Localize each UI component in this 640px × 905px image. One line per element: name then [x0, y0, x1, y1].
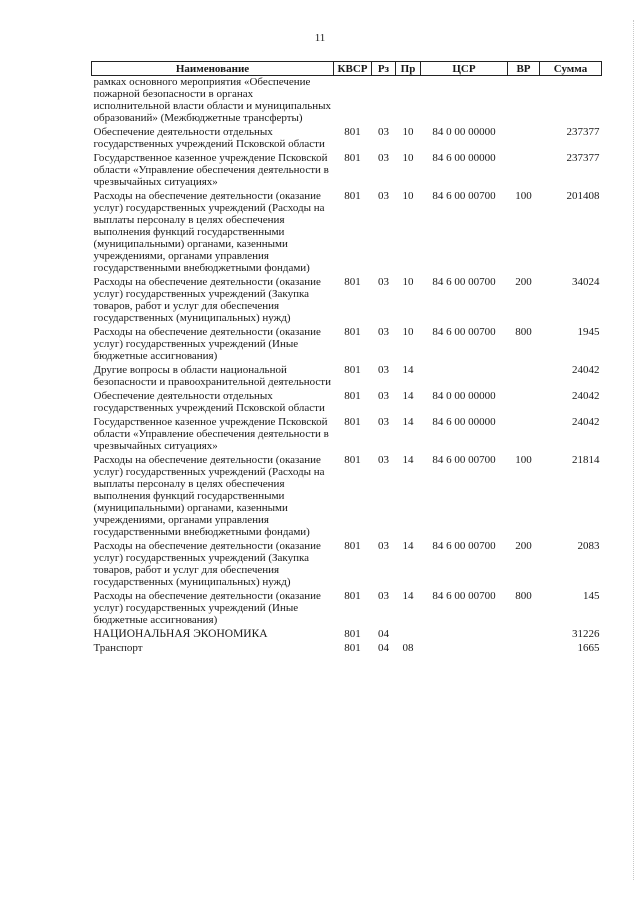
cell-kvsr — [334, 76, 372, 127]
cell-vr: 100 — [515, 190, 532, 202]
cell-vr: 800 — [515, 590, 532, 602]
table-row — [92, 540, 602, 590]
cell-csr: 84 6 00 00700 — [432, 276, 496, 288]
table-row — [92, 628, 602, 642]
cell-csr: 84 0 00 00000 — [432, 126, 496, 138]
cell-name: Обеспечение деятельности отдельных государственных учреждений Псковской области — [93, 126, 325, 150]
cell-name: рамках основного мероприятия «Обеспечение пожарной безопасности в органах исполнительной власти области и муниципальных образований» (Межбюджетные трансферты) — [93, 76, 332, 124]
cell-sum: 237377 — [566, 126, 600, 138]
cell-name: Государственное казенное учреждение Псковской области «Управление обеспечения деятельности в чрезвычайных ситуациях» — [93, 416, 329, 452]
cell-pr: 14 — [402, 390, 414, 402]
table-row — [92, 190, 602, 276]
table-row — [92, 364, 602, 390]
column-header-csr: ЦСР — [421, 62, 508, 76]
budget-table — [91, 61, 602, 656]
cell-vr — [508, 642, 540, 656]
cell-rz: 04 — [378, 642, 389, 654]
cell-sum: 24042 — [572, 364, 600, 376]
cell-kvsr: 801 — [344, 540, 361, 552]
cell-csr: 84 6 00 00700 — [432, 190, 496, 202]
cell-sum: 1945 — [577, 326, 600, 338]
cell-rz: 03 — [378, 364, 389, 376]
cell-kvsr: 801 — [344, 642, 361, 654]
cell-csr — [421, 364, 508, 390]
cell-vr: 800 — [515, 326, 532, 338]
cell-rz: 03 — [378, 454, 389, 466]
cell-pr: 10 — [402, 152, 414, 164]
cell-rz: 03 — [378, 276, 389, 288]
table-row — [92, 642, 602, 656]
cell-sum: 24042 — [572, 390, 600, 402]
cell-name: Расходы на обеспечение деятельности (оказание услуг) государственных учреждений (Закупка товаров, работ и услуг для обеспечения государственных (муниципальных) нужд) — [93, 276, 321, 324]
cell-name: Государственное казенное учреждение Псковской области «Управление обеспечения деятельности в чрезвычайных ситуациях» — [93, 152, 329, 188]
cell-sum: 21814 — [572, 454, 600, 466]
cell-pr: 08 — [402, 642, 414, 654]
column-header-vr: ВР — [508, 62, 540, 76]
cell-vr — [508, 76, 540, 127]
cell-kvsr: 801 — [344, 454, 361, 466]
cell-name: Транспорт — [93, 642, 143, 654]
cell-csr: 84 6 00 00000 — [432, 152, 496, 164]
cell-pr — [396, 76, 421, 127]
page-number: 11 — [314, 32, 326, 44]
cell-rz: 04 — [378, 628, 389, 640]
cell-sum: 1665 — [577, 642, 600, 654]
cell-rz: 03 — [378, 326, 389, 338]
cell-vr — [508, 628, 540, 642]
cell-rz — [372, 76, 396, 127]
cell-kvsr: 801 — [344, 276, 361, 288]
cell-sum: 31226 — [572, 628, 600, 640]
cell-sum: 145 — [583, 590, 600, 602]
scan-edge-line — [632, 20, 634, 880]
cell-pr: 14 — [402, 416, 414, 428]
cell-csr — [421, 76, 508, 127]
column-header-rz: Рз — [372, 62, 396, 76]
column-header-pr: Пр — [396, 62, 421, 76]
cell-vr — [508, 126, 540, 152]
cell-kvsr: 801 — [344, 326, 361, 338]
cell-pr: 10 — [402, 326, 414, 338]
table-row — [92, 276, 602, 326]
table-row — [92, 416, 602, 454]
cell-kvsr: 801 — [344, 590, 361, 602]
cell-name: Обеспечение деятельности отдельных государственных учреждений Псковской области — [93, 390, 325, 414]
cell-pr: 10 — [402, 276, 414, 288]
cell-rz: 03 — [378, 390, 389, 402]
cell-vr: 100 — [515, 454, 532, 466]
cell-csr: 84 6 00 00700 — [432, 540, 496, 552]
cell-pr: 10 — [402, 126, 414, 138]
cell-csr: 84 6 00 00700 — [432, 326, 496, 338]
column-header-kvsr: КВСР — [334, 62, 372, 76]
cell-kvsr: 801 — [344, 190, 361, 202]
cell-rz: 03 — [378, 540, 389, 552]
cell-csr: 84 6 00 00700 — [432, 454, 496, 466]
cell-kvsr: 801 — [344, 364, 361, 376]
cell-name: Другие вопросы в области национальной безопасности и правоохранительной деятельности — [93, 364, 331, 388]
cell-name: Расходы на обеспечение деятельности (оказание услуг) государственных учреждений (Расходы на выплаты персоналу в целях обеспечения выполнения функций государственными (муниципальными) органами, казенными учреждениями, органами управления государственными внебюджетными фондами) — [93, 454, 325, 538]
cell-rz: 03 — [378, 190, 389, 202]
cell-csr — [421, 642, 508, 656]
cell-name: Расходы на обеспечение деятельности (оказание услуг) государственных учреждений (Закупка товаров, работ и услуг для обеспечения государственных (муниципальных) нужд) — [93, 540, 321, 588]
cell-vr — [508, 152, 540, 190]
table-row — [92, 126, 602, 152]
cell-sum: 237377 — [566, 152, 600, 164]
cell-kvsr: 801 — [344, 628, 361, 640]
cell-vr — [508, 390, 540, 416]
cell-pr: 10 — [402, 190, 414, 202]
cell-kvsr: 801 — [344, 416, 361, 428]
table-row — [92, 326, 602, 364]
cell-pr: 14 — [402, 454, 414, 466]
table-header-row — [92, 62, 602, 76]
cell-sum — [540, 76, 602, 127]
cell-rz: 03 — [378, 126, 389, 138]
cell-name: Расходы на обеспечение деятельности (оказание услуг) государственных учреждений (Иные бюджетные ассигнования) — [93, 590, 321, 626]
cell-vr: 200 — [515, 276, 532, 288]
cell-csr: 84 6 00 00700 — [432, 590, 496, 602]
table-row — [92, 76, 602, 127]
cell-vr — [508, 416, 540, 454]
cell-pr: 14 — [402, 540, 414, 552]
cell-sum: 201408 — [566, 190, 600, 202]
table-row — [92, 152, 602, 190]
cell-sum: 2083 — [577, 540, 600, 552]
cell-vr: 200 — [515, 540, 532, 552]
cell-csr: 84 0 00 00000 — [432, 390, 496, 402]
cell-csr — [421, 628, 508, 642]
table-row — [92, 454, 602, 540]
cell-kvsr: 801 — [344, 126, 361, 138]
cell-sum: 24042 — [572, 416, 600, 428]
cell-name: Расходы на обеспечение деятельности (оказание услуг) государственных учреждений (Иные бюджетные ассигнования) — [93, 326, 321, 362]
cell-name: НАЦИОНАЛЬНАЯ ЭКОНОМИКА — [93, 628, 268, 640]
column-header-name: Наименование — [92, 62, 334, 76]
column-header-sum: Сумма — [540, 62, 602, 76]
cell-sum: 34024 — [572, 276, 600, 288]
cell-rz: 03 — [378, 416, 389, 428]
table-row — [92, 390, 602, 416]
cell-pr: 14 — [402, 364, 414, 376]
cell-rz: 03 — [378, 152, 389, 164]
cell-vr — [508, 364, 540, 390]
cell-kvsr: 801 — [344, 390, 361, 402]
cell-name: Расходы на обеспечение деятельности (оказание услуг) государственных учреждений (Расходы на выплаты персоналу в целях обеспечения выполнения функций государственными (муниципальными) органами, казенными учреждениями, органами управления государственными внебюджетными фондами) — [93, 190, 325, 274]
cell-kvsr: 801 — [344, 152, 361, 164]
cell-csr: 84 6 00 00000 — [432, 416, 496, 428]
cell-pr — [396, 628, 421, 642]
table-row — [92, 590, 602, 628]
cell-rz: 03 — [378, 590, 389, 602]
cell-pr: 14 — [402, 590, 414, 602]
